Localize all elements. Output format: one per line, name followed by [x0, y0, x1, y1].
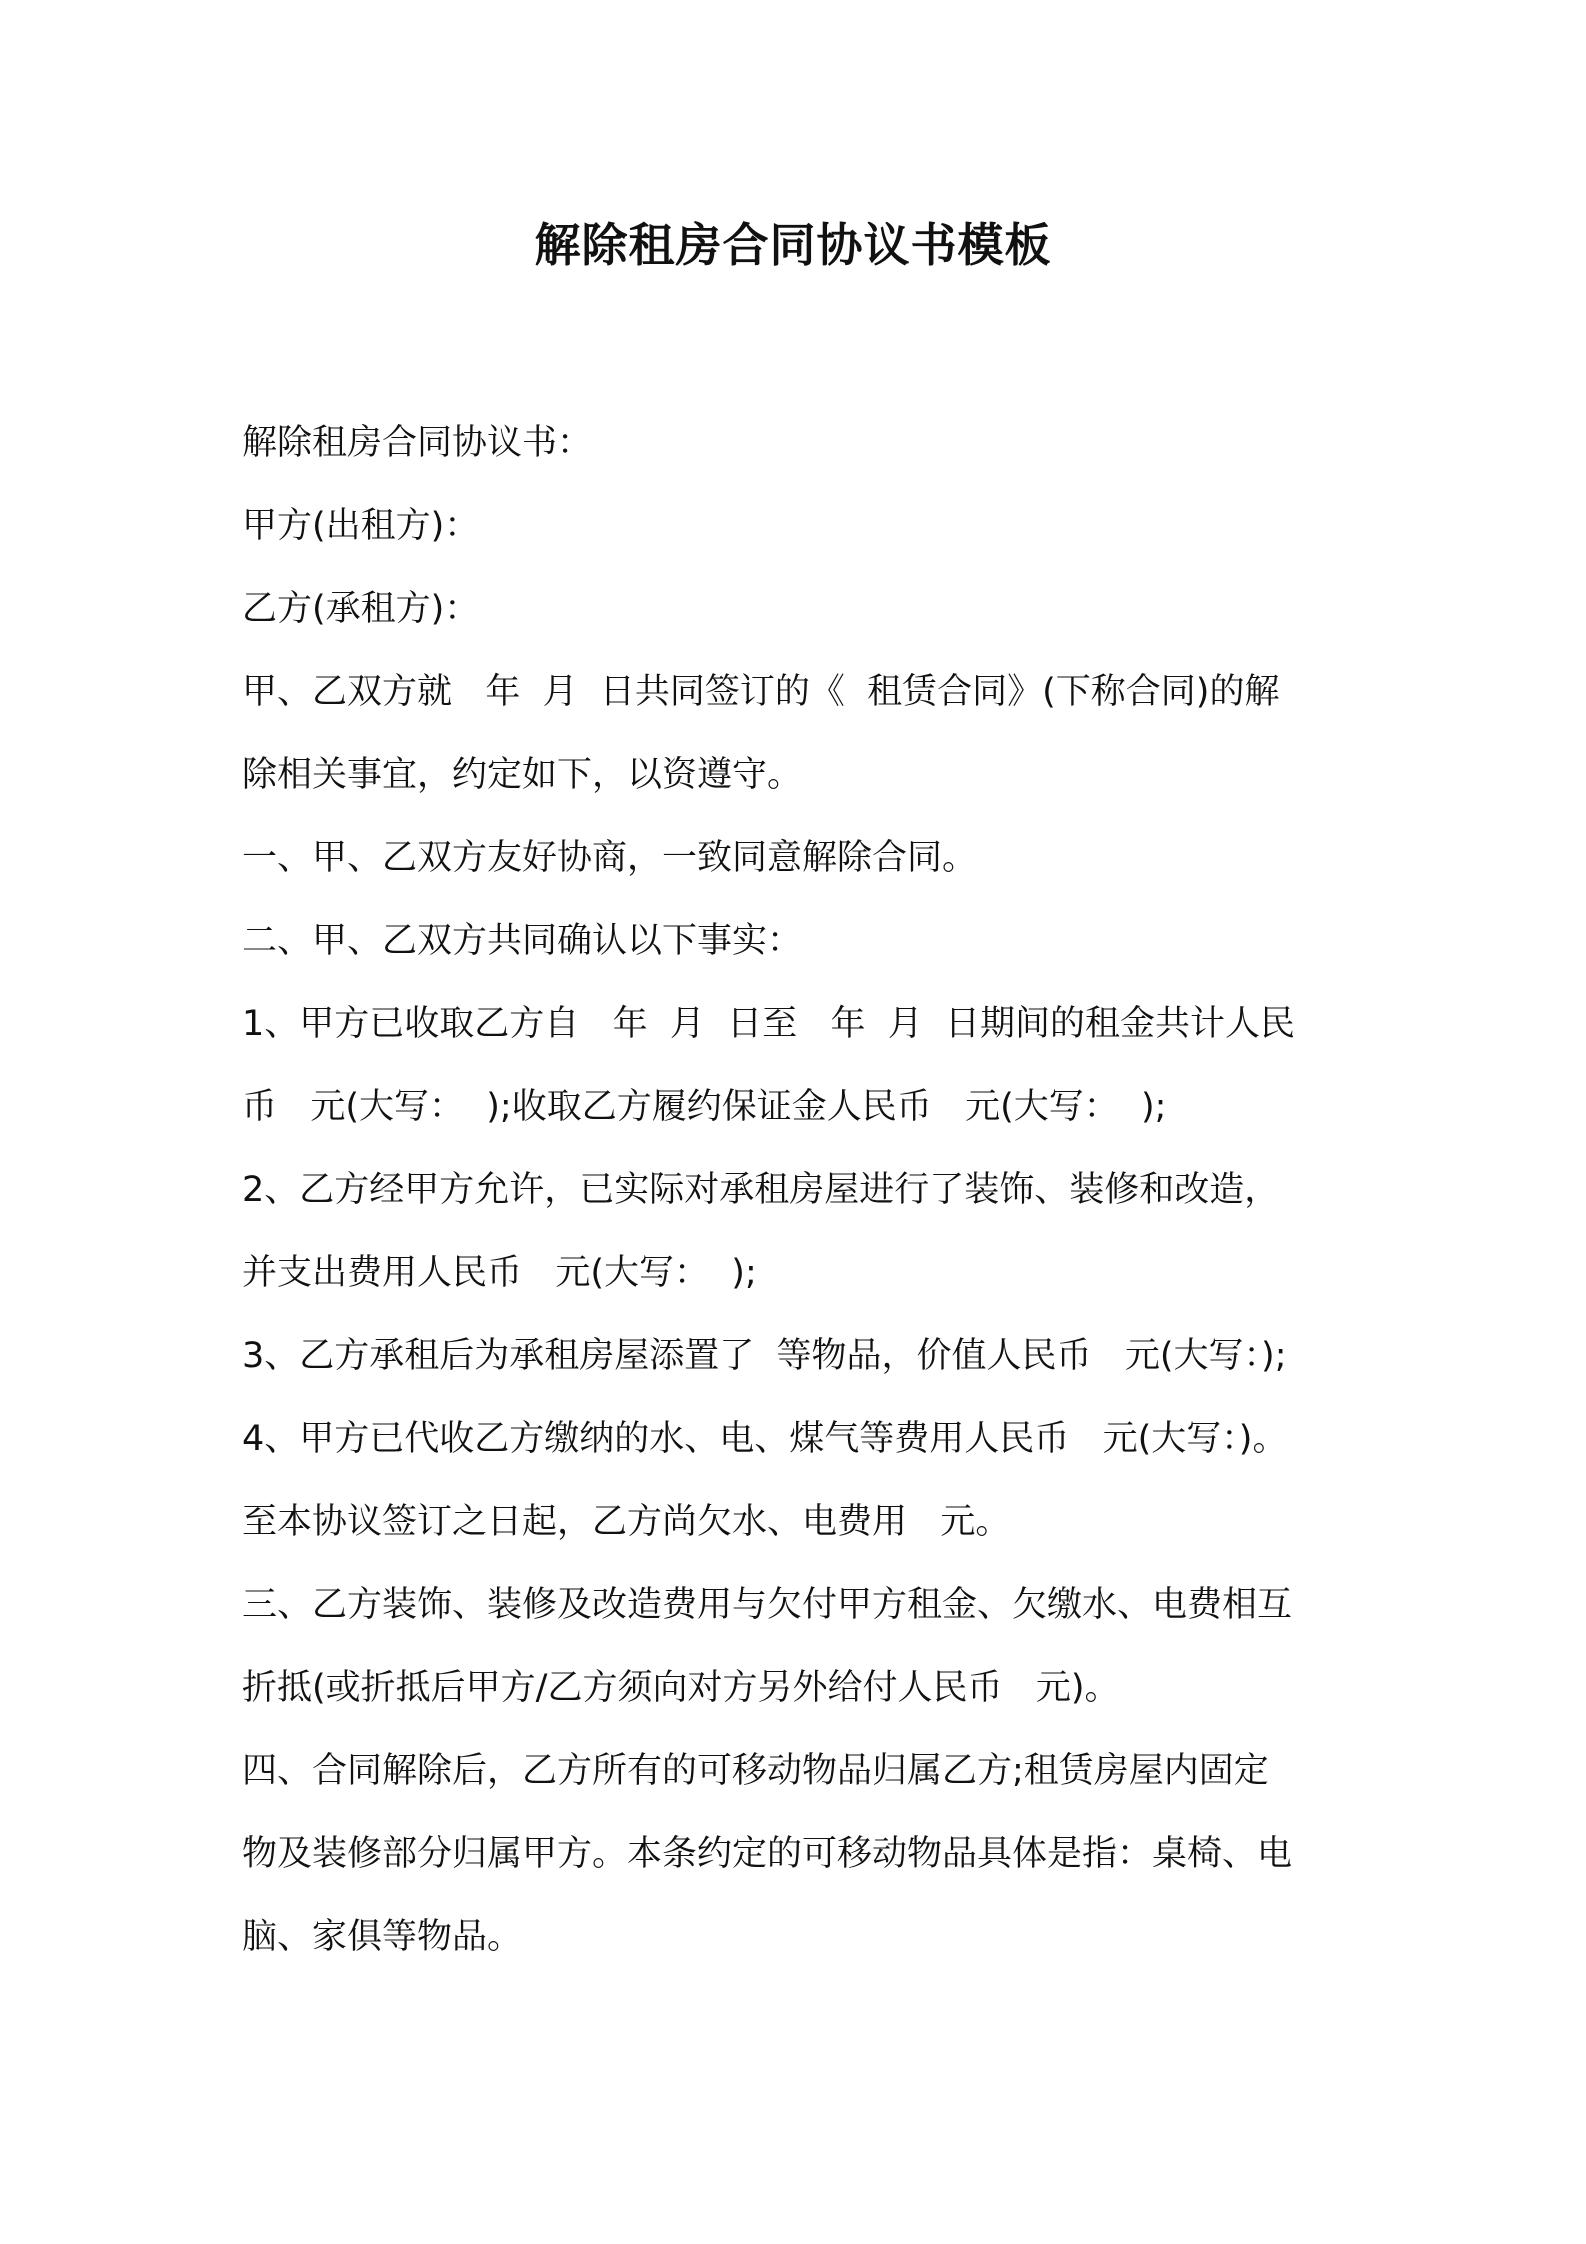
item-4-line: 4、甲方已代收乙方缴纳的水、电、煤气等费用人民币 元(大写：)。 [242, 1419, 1288, 1459]
item-2-line-2: 并支出费用人民币 元(大写： ); [242, 1253, 757, 1293]
clause-3-line-1: 三、乙方装饰、装修及改造费用与欠付甲方租金、欠缴水、电费相互 [242, 1585, 1293, 1625]
document-body [242, 402, 1364, 1979]
item-1-line-2: 币 元(大写： );收取乙方履约保证金人民币 元(大写： ); [242, 1087, 1167, 1127]
agreement-heading: 解除租房合同协议书： [242, 423, 593, 463]
preamble-line-1: 甲、乙双方就 年 月 日共同签订的《 租赁合同》(下称合同)的解 [242, 672, 1280, 712]
clause-2-line: 二、甲、乙双方共同确认以下事实： [242, 921, 803, 961]
arrears-line: 至本协议签订之日起，乙方尚欠水、电费用 元。 [242, 1502, 1011, 1542]
clause-4-line-2: 物及装修部分归属甲方。本条约定的可移动物品具体是指：桌椅、电 [242, 1834, 1293, 1874]
item-1-line-1: 1、甲方已收取乙方自 年 月 日至 年 月 日期间的租金共计人民 [242, 1004, 1296, 1044]
clause-4-line-3: 脑、家俱等物品。 [242, 1917, 523, 1957]
item-2-line-1: 2、乙方经甲方允许，已实际对承租房屋进行了装饰、装修和改造， [242, 1170, 1280, 1210]
document-title: 解除租房合同协议书模板 [534, 218, 1052, 272]
clause-3-line-2: 折抵(或折抵后甲方/乙方须向对方另外给付人民币 元)。 [242, 1668, 1120, 1708]
party-b-line: 乙方(承租方)： [242, 589, 480, 629]
party-a-line: 甲方(出租方)： [242, 506, 480, 546]
clause-4-line-1: 四、合同解除后，乙方所有的可移动物品归属乙方;租赁房屋内固定 [242, 1751, 1269, 1791]
clause-1-line: 一、甲、乙双方友好协商，一致同意解除合同。 [242, 838, 978, 878]
item-3-line: 3、乙方承租后为承租房屋添置了 等物品，价值人民币 元(大写：); [242, 1336, 1287, 1376]
preamble-line-2: 除相关事宜，约定如下，以资遵守。 [242, 755, 803, 795]
